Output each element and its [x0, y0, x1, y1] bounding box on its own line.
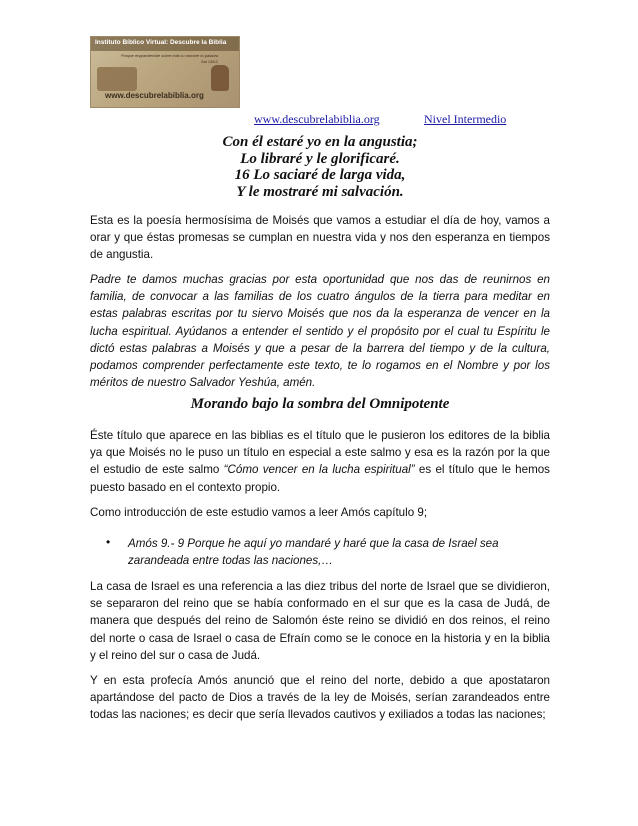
bullet-verse: Amós 9.- 9 Porque he aquí yo mandaré y haré que la casa de Israel sea zarandeada entre todas las naciones,…	[128, 537, 499, 568]
logo-title: Instituto Bíblico Virtual: Descubre la Biblia	[95, 39, 227, 46]
logo-url: www.descubrelabiblia.org	[105, 91, 204, 100]
prophecy-paragraph: Y en esta profecía Amós anunció que el reino del norte, debido a que apostataron apartándose del pacto de Dios a través de la ley de Moisés, serían zarandeados entre todas las naciones; es decir que sería llevados cautivos y exiliados a todas las naciones;	[90, 674, 550, 722]
verse-line: 16 Lo saciaré de larga vida,	[234, 167, 406, 183]
title-text-post: es el título que le hemos puesto basado en el contexto propio.	[90, 463, 550, 494]
jar-icon	[211, 65, 229, 91]
verse-line: Y le mostraré mi salvación.	[236, 183, 404, 200]
intro-paragraph: Esta es la poesía hermosísima de Moisés que vamos a estudiar el día de hoy, vamos a orar y que éstas promesas se cumplan en nuestra vida y nos den esperanza en tiempos de angustia.	[90, 214, 550, 262]
verse-line: Con él estaré yo en la angustia;	[222, 134, 418, 150]
level-link[interactable]: Nivel Intermedio	[424, 112, 507, 126]
section-title: Morando bajo la sombra del Omnipotente	[190, 396, 450, 412]
verse-block	[90, 134, 550, 200]
verse-line: Lo libraré y le glorificaré.	[240, 150, 400, 167]
logo-subtitle: Porque engrandeciste sobre todo tu nombre tu palabra	[121, 53, 219, 58]
site-link[interactable]: www.descubrelabiblia.org	[254, 112, 380, 126]
title-paragraph	[90, 427, 550, 496]
bullet-icon: •	[106, 535, 111, 549]
scroll-icon	[97, 67, 137, 91]
site-logo	[90, 36, 240, 108]
israel-paragraph: La casa de Israel es una referencia a las diez tribus del norte de Israel que se dividieron, se separaron del reino que se había conformado en el sur que es la casa de Judá, de manera que después del reino de Salomón éste reino se dividió en dos reinos, el reino del norte o casa de Israel o casa de Efraín como se le conoce en la historia y en la biblia y el reino del sur o casa de Judá.	[90, 580, 550, 662]
title-quote: “Cómo vencer en la lucha espiritual”	[223, 463, 415, 477]
prayer-paragraph: Padre te damos muchas gracias por esta oportunidad que nos das de reunirnos en familia, de convocar a las familias de los cuatro ángulos de la tierra para meditar en estas palabras escritas por tu siervo Moisés que nos da la esperanza de vencer en la lucha espiritual. Ayúdanos a entender el sentido y el propósito por el cual tu Espíritu le dictó estas palabras a Moisés y que a pesar de la barrera del tiempo y de la cultura, podamos comprender perfectamente este texto, te lo rogamos en el Nombre y por los méritos de nuestro Salvador Yeshúa, amén.	[90, 273, 550, 390]
amos-intro-paragraph: Como introducción de este estudio vamos a leer Amós capítulo 9;	[90, 506, 428, 519]
logo-reference: Sal 138:2	[201, 59, 218, 64]
title-text-pre: Éste título que aparece en las biblias es el título que le pusieron los editores de la biblia ya que Moisés no le puso un título en especial a este salmo y esa es la razón por la que el estudio de este salmo	[90, 429, 550, 477]
